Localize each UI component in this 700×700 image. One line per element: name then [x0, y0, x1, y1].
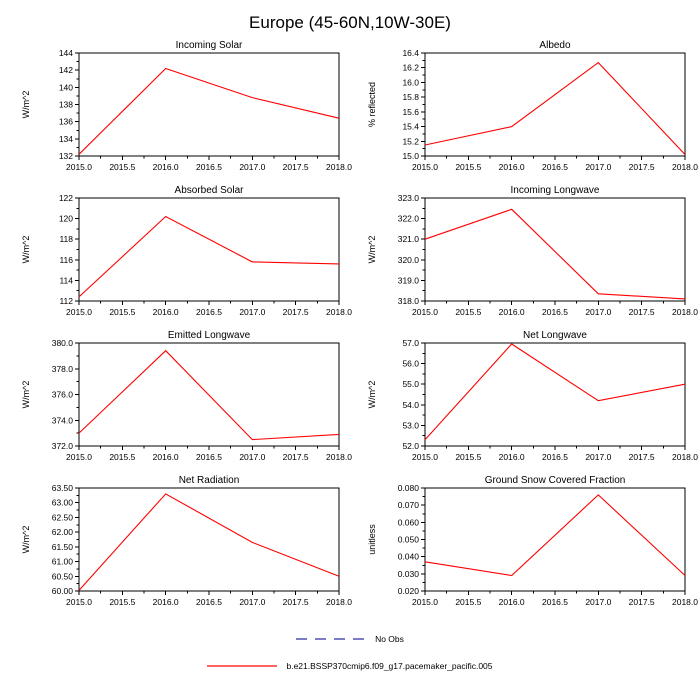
svg-text:2017.5: 2017.5 — [628, 307, 655, 317]
svg-text:0.030: 0.030 — [397, 568, 419, 579]
legend-item-no-obs — [296, 634, 404, 644]
svg-text:W/m^2: W/m^2 — [21, 380, 31, 409]
svg-text:2017.0: 2017.0 — [585, 452, 612, 462]
svg-text:62.00: 62.00 — [51, 527, 73, 538]
svg-text:323.0: 323.0 — [397, 193, 419, 203]
svg-text:320.0: 320.0 — [397, 254, 419, 265]
svg-text:2016.0: 2016.0 — [498, 597, 525, 607]
svg-text:2015.0: 2015.0 — [66, 597, 92, 607]
svg-text:15.8: 15.8 — [402, 92, 419, 103]
chart-ground-snow-covered-fraction — [353, 475, 698, 620]
svg-text:372.0: 372.0 — [51, 441, 73, 451]
svg-text:0.050: 0.050 — [397, 534, 419, 545]
svg-text:54.0: 54.0 — [402, 399, 419, 410]
svg-text:2018.0: 2018.0 — [672, 597, 698, 607]
svg-text:2016.5: 2016.5 — [542, 452, 568, 462]
svg-text:16.0: 16.0 — [402, 77, 419, 88]
chart-net-radiation — [7, 475, 352, 620]
svg-text:2015.0: 2015.0 — [66, 452, 92, 462]
svg-text:376.0: 376.0 — [51, 389, 73, 400]
svg-text:2016.5: 2016.5 — [542, 597, 568, 607]
svg-text:144: 144 — [58, 48, 73, 58]
svg-text:2016.0: 2016.0 — [498, 307, 525, 317]
svg-text:15.6: 15.6 — [402, 106, 419, 117]
svg-text:2017.5: 2017.5 — [282, 597, 309, 607]
svg-text:62.50: 62.50 — [51, 512, 73, 523]
svg-text:2016.5: 2016.5 — [542, 307, 568, 317]
chart-albedo — [353, 40, 698, 185]
svg-text:140: 140 — [58, 82, 73, 93]
svg-text:2016.0: 2016.0 — [498, 452, 525, 462]
svg-text:W/m^2: W/m^2 — [21, 525, 31, 554]
svg-text:2017.0: 2017.0 — [585, 597, 612, 607]
svg-text:2016.0: 2016.0 — [152, 162, 179, 172]
legend-label-no-obs: No Obs — [375, 634, 404, 644]
svg-text:2015.0: 2015.0 — [412, 452, 438, 462]
svg-text:0.040: 0.040 — [397, 551, 419, 562]
svg-text:Incoming Solar: Incoming Solar — [175, 40, 243, 51]
svg-text:2015.0: 2015.0 — [66, 162, 92, 172]
svg-text:2017.0: 2017.0 — [239, 162, 266, 172]
svg-text:2017.5: 2017.5 — [628, 452, 655, 462]
svg-text:W/m^2: W/m^2 — [21, 235, 31, 264]
svg-text:Ground Snow Covered Fraction: Ground Snow Covered Fraction — [484, 475, 626, 486]
svg-text:378.0: 378.0 — [51, 363, 73, 374]
no-obs-dashed-line-icon — [296, 636, 366, 642]
svg-text:2017.5: 2017.5 — [628, 597, 655, 607]
svg-text:322.0: 322.0 — [397, 213, 419, 224]
svg-text:% reflected: % reflected — [367, 81, 377, 128]
svg-text:116: 116 — [59, 254, 73, 265]
svg-text:2018.0: 2018.0 — [326, 452, 352, 462]
svg-text:2015.5: 2015.5 — [109, 307, 136, 317]
svg-text:136: 136 — [58, 116, 73, 127]
svg-text:0.060: 0.060 — [397, 517, 419, 528]
svg-text:2016.0: 2016.0 — [152, 307, 179, 317]
svg-text:134: 134 — [58, 133, 73, 144]
svg-text:15.0: 15.0 — [402, 151, 419, 161]
chart-incoming-solar — [7, 40, 352, 185]
svg-text:2016.5: 2016.5 — [196, 597, 222, 607]
svg-text:57.0: 57.0 — [402, 338, 419, 348]
svg-text:114: 114 — [59, 275, 73, 286]
page-title: Europe (45-60N,10W-30E) — [249, 13, 451, 32]
svg-text:2016.0: 2016.0 — [152, 597, 179, 607]
svg-text:2015.5: 2015.5 — [109, 452, 136, 462]
svg-text:319.0: 319.0 — [397, 275, 419, 286]
svg-text:2017.0: 2017.0 — [585, 307, 612, 317]
svg-text:61.00: 61.00 — [51, 556, 73, 567]
svg-text:Net Longwave: Net Longwave — [523, 330, 587, 341]
svg-text:60.50: 60.50 — [51, 571, 73, 582]
svg-text:122: 122 — [58, 193, 73, 203]
svg-text:2016.5: 2016.5 — [196, 162, 222, 172]
svg-text:2017.0: 2017.0 — [239, 597, 266, 607]
svg-text:63.50: 63.50 — [51, 483, 73, 493]
svg-text:0.080: 0.080 — [397, 483, 419, 493]
svg-text:61.50: 61.50 — [51, 541, 73, 552]
svg-text:55.0: 55.0 — [402, 379, 419, 390]
svg-text:53.0: 53.0 — [402, 420, 419, 431]
svg-text:52.0: 52.0 — [402, 441, 419, 451]
svg-text:63.00: 63.00 — [51, 497, 73, 508]
svg-text:2015.5: 2015.5 — [455, 452, 482, 462]
svg-text:2018.0: 2018.0 — [672, 307, 698, 317]
svg-text:2016.5: 2016.5 — [196, 307, 222, 317]
chart-incoming-longwave — [353, 185, 698, 330]
svg-text:2017.5: 2017.5 — [282, 162, 309, 172]
legend-label-model-run: b.e21.BSSP370cmip6.f09_g17.pacemaker_pacific.005 — [286, 661, 493, 671]
svg-text:15.2: 15.2 — [402, 136, 419, 147]
svg-text:2015.5: 2015.5 — [455, 162, 482, 172]
svg-text:2015.0: 2015.0 — [66, 307, 92, 317]
svg-text:W/m^2: W/m^2 — [21, 90, 31, 119]
legend — [0, 634, 700, 671]
svg-text:2017.5: 2017.5 — [282, 307, 309, 317]
svg-text:2017.0: 2017.0 — [239, 452, 266, 462]
svg-text:0.020: 0.020 — [397, 586, 419, 596]
svg-text:2016.0: 2016.0 — [152, 452, 179, 462]
svg-text:Net Radiation: Net Radiation — [178, 475, 240, 486]
svg-text:60.00: 60.00 — [51, 586, 73, 596]
svg-text:2015.0: 2015.0 — [412, 597, 438, 607]
svg-text:W/m^2: W/m^2 — [367, 235, 377, 264]
svg-text:2016.5: 2016.5 — [542, 162, 568, 172]
svg-text:142: 142 — [58, 65, 73, 76]
svg-text:15.4: 15.4 — [402, 121, 419, 132]
svg-text:2018.0: 2018.0 — [326, 597, 352, 607]
svg-text:132: 132 — [58, 151, 73, 161]
svg-text:2015.5: 2015.5 — [109, 162, 136, 172]
svg-text:2015.5: 2015.5 — [455, 597, 482, 607]
svg-text:W/m^2: W/m^2 — [367, 380, 377, 409]
svg-text:112: 112 — [59, 296, 73, 306]
chart-absorbed-solar — [7, 185, 352, 330]
svg-text:118: 118 — [59, 234, 73, 245]
svg-text:120: 120 — [58, 213, 73, 224]
chart-emitted-longwave — [7, 330, 352, 475]
svg-text:321.0: 321.0 — [397, 234, 419, 245]
svg-text:2016.0: 2016.0 — [498, 162, 525, 172]
svg-text:2015.0: 2015.0 — [412, 162, 438, 172]
svg-text:56.0: 56.0 — [402, 358, 419, 369]
svg-text:Incoming Longwave: Incoming Longwave — [510, 185, 600, 196]
svg-text:Emitted Longwave: Emitted Longwave — [167, 330, 251, 341]
legend-item-model-run — [207, 661, 492, 671]
svg-text:2015.0: 2015.0 — [412, 307, 438, 317]
svg-text:2015.5: 2015.5 — [455, 307, 482, 317]
svg-text:2016.5: 2016.5 — [196, 452, 222, 462]
svg-text:2015.5: 2015.5 — [109, 597, 136, 607]
svg-text:16.2: 16.2 — [402, 62, 419, 73]
svg-text:2017.0: 2017.0 — [585, 162, 612, 172]
svg-text:2018.0: 2018.0 — [672, 452, 698, 462]
svg-text:2017.5: 2017.5 — [282, 452, 309, 462]
svg-text:138: 138 — [58, 99, 73, 110]
svg-text:0.070: 0.070 — [397, 500, 419, 511]
svg-text:2018.0: 2018.0 — [672, 162, 698, 172]
svg-text:2017.0: 2017.0 — [239, 307, 266, 317]
svg-text:318.0: 318.0 — [397, 296, 419, 306]
svg-text:374.0: 374.0 — [51, 415, 73, 426]
chart-net-longwave — [353, 330, 698, 475]
svg-text:Absorbed Solar: Absorbed Solar — [174, 185, 244, 196]
svg-text:Albedo: Albedo — [539, 40, 571, 51]
model-run-line-icon — [207, 663, 277, 669]
svg-text:16.4: 16.4 — [402, 48, 419, 58]
svg-text:2018.0: 2018.0 — [326, 307, 352, 317]
charts-grid — [0, 40, 700, 620]
svg-text:380.0: 380.0 — [51, 338, 73, 348]
svg-text:2017.5: 2017.5 — [628, 162, 655, 172]
svg-text:2018.0: 2018.0 — [326, 162, 352, 172]
svg-text:unitless: unitless — [367, 524, 377, 555]
